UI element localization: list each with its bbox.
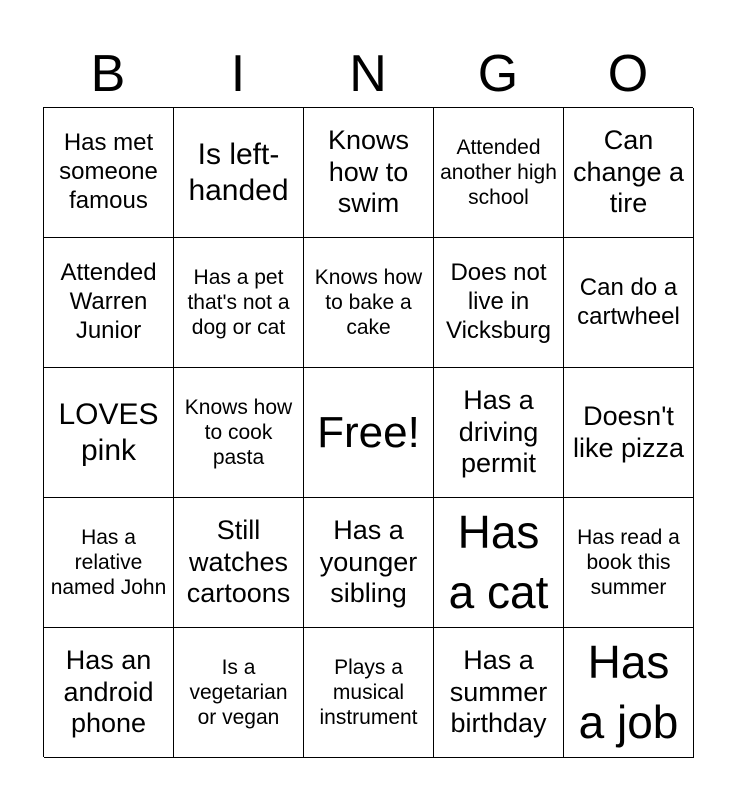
cell-text: Has met someone famous [59,129,158,214]
bingo-cell-r5c2[interactable] [174,628,304,758]
bingo-cell-r2c3[interactable] [304,238,434,368]
bingo-cell-r3c1[interactable] [44,368,174,498]
cell-text: Knows how to bake a cake [314,265,423,340]
cell-text: Is left-handed [188,138,289,207]
bingo-cell-r2c2[interactable] [174,238,304,368]
bingo-cell-free[interactable] [304,368,434,498]
cell-text: Has a cat [448,505,549,618]
cell-text: Has a driving permit [458,384,539,479]
cell-text: Free! [317,407,420,457]
cell-text: Plays a musical instrument [319,655,418,730]
bingo-cell-r4c4[interactable] [434,498,564,628]
bingo-cell-r1c1[interactable] [44,108,174,238]
bingo-cell-r5c1[interactable] [44,628,174,758]
cell-text: Has a job [578,635,679,748]
bingo-cell-r3c5[interactable] [564,368,694,498]
bingo-cell-r3c4[interactable] [434,368,564,498]
bingo-cell-r5c3[interactable] [304,628,434,758]
header-letter-o: O [607,45,649,103]
bingo-cell-r5c4[interactable] [434,628,564,758]
bingo-cell-r4c1[interactable] [44,498,174,628]
cell-text: Has read a book this summer [577,525,680,600]
bingo-cell-r5c5[interactable] [564,628,694,758]
bingo-cell-r2c1[interactable] [44,238,174,368]
bingo-cell-r3c2[interactable] [174,368,304,498]
cell-text: Has a summer birthday [449,644,548,739]
header-letter-b: B [90,45,126,103]
cell-text: Attended Warren Junior [60,259,157,344]
bingo-header [43,40,693,108]
cell-text: Has a pet that's not a dog or cat [187,265,290,340]
cell-text: Has a younger sibling [319,514,418,609]
cell-text: Does not live in Vicksburg [446,259,551,344]
cell-text: Can change a tire [572,124,685,219]
cell-text: Knows how to swim [327,124,410,219]
cell-text: Still watches cartoons [186,514,291,609]
bingo-board [43,107,693,757]
bingo-cell-r4c5[interactable] [564,498,694,628]
bingo-cell-r2c5[interactable] [564,238,694,368]
header-letter-g: G [477,45,519,103]
cell-text: Can do a cartwheel [577,273,680,330]
bingo-cell-r1c3[interactable] [304,108,434,238]
cell-text: Has a relative named John [50,525,167,600]
cell-text: Attended another high school [440,135,557,210]
bingo-cell-r1c2[interactable] [174,108,304,238]
cell-text: Doesn't like pizza [572,400,685,463]
cell-text: Is a vegetarian or vegan [189,655,288,730]
bingo-cell-r2c4[interactable] [434,238,564,368]
cell-text: LOVES pink [58,398,159,467]
bingo-cell-r4c3[interactable] [304,498,434,628]
header-letter-n: N [349,45,387,103]
cell-text: Has an android phone [63,644,154,739]
bingo-cell-r1c5[interactable] [564,108,694,238]
bingo-cell-r1c4[interactable] [434,108,564,238]
header-letter-i: I [230,45,246,103]
bingo-cell-r4c2[interactable] [174,498,304,628]
cell-text: Knows how to cook pasta [184,395,293,470]
